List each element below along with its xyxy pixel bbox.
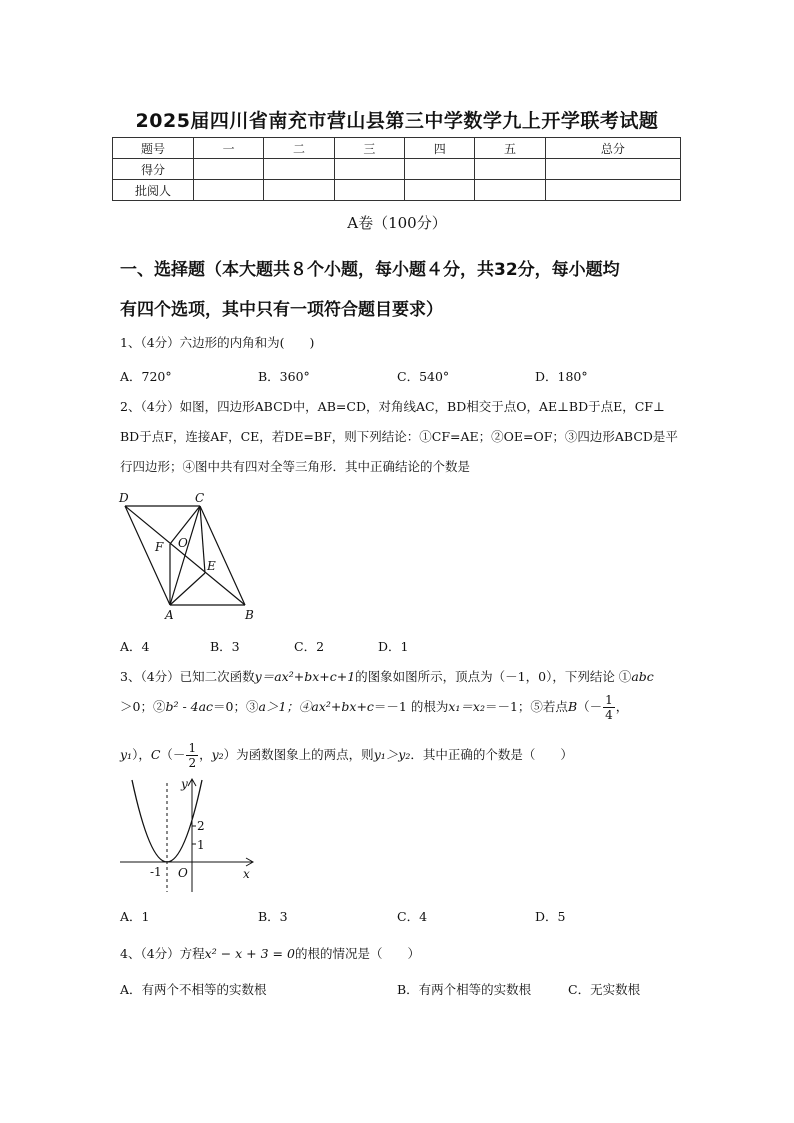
q3-text: ＝－1 的根为 xyxy=(373,699,449,714)
q3-abc: abc xyxy=(631,669,654,684)
score-cell[interactable] xyxy=(264,159,334,180)
q4-option-c[interactable]: C．无实数根 xyxy=(568,982,641,997)
score-table-row xyxy=(113,159,681,180)
q3-text: ， xyxy=(199,747,212,762)
q3-discriminant: b² - 4ac xyxy=(165,699,214,714)
q3-function: y＝ax²+bx+c+1 xyxy=(254,669,356,684)
q3-text: ＝－1；⑤若点 xyxy=(484,699,568,714)
q3-text: ＞0；② xyxy=(120,699,166,714)
score-cell[interactable] xyxy=(405,159,475,180)
q3-text: 的图象如图所示，顶点为（－1，0），下列结论 ① xyxy=(355,669,632,684)
q3-y2: y₂ xyxy=(211,747,224,762)
q3-equation: ax²+bx+c xyxy=(311,699,374,714)
axis-label-y: y xyxy=(181,777,188,791)
q4-option-b[interactable]: B．有两个相等的实数根 xyxy=(397,982,532,997)
segment-db xyxy=(125,506,245,605)
score-cell[interactable] xyxy=(475,180,545,201)
q2-option-a[interactable]: A．4 xyxy=(120,639,150,654)
score-cell[interactable] xyxy=(264,180,334,201)
score-table-row xyxy=(113,180,681,201)
score-row-label: 得分 xyxy=(113,159,194,180)
label-d: D xyxy=(119,491,129,505)
q3-y1: y₁ xyxy=(120,747,133,762)
q1-option-a[interactable]: A．720° xyxy=(120,369,172,384)
parabola-graph xyxy=(115,775,265,895)
tick-label-neg1: -1 xyxy=(150,865,162,879)
score-cell[interactable] xyxy=(475,159,545,180)
fraction-denominator: 4 xyxy=(605,708,613,722)
score-header-cell: 三 xyxy=(334,138,404,159)
q3-inequality: y₁＞y₂ xyxy=(373,747,411,762)
q2-option-b[interactable]: B．3 xyxy=(210,639,240,654)
q3-text: ， xyxy=(615,699,629,714)
label-b: B xyxy=(245,608,254,622)
origin-label: O xyxy=(178,866,188,880)
q2-option-d[interactable]: D．1 xyxy=(378,639,409,654)
q3-roots: x₁＝x₂ xyxy=(448,699,485,714)
fraction-one-half xyxy=(186,741,198,770)
q3-text: ）为函数图象上的两点，则 xyxy=(223,747,374,762)
axis-label-x: x xyxy=(243,867,250,881)
label-c: C xyxy=(195,491,205,505)
part1-heading-line2: 有四个选项，其中只有一项符合题目要求） xyxy=(120,300,443,320)
q3-text: a＞1；④ xyxy=(258,699,312,714)
q4-option-a[interactable]: A．有两个不相等的实数根 xyxy=(120,982,267,997)
score-cell[interactable] xyxy=(334,180,404,201)
fraction-one-quarter xyxy=(603,693,615,722)
score-table xyxy=(112,137,681,201)
q3-option-c[interactable]: C．4 xyxy=(397,909,428,924)
fraction-numerator: 1 xyxy=(188,741,197,755)
section-a-heading: A卷（100分） xyxy=(347,214,447,232)
score-cell[interactable] xyxy=(545,159,680,180)
q3-text: ）， xyxy=(132,747,151,762)
segment-da xyxy=(125,506,170,605)
label-e: E xyxy=(207,559,216,573)
fraction-numerator: 1 xyxy=(605,693,613,707)
q3-text: （－ xyxy=(160,747,186,762)
exam-title: 2025届四川省南充市营山县第三中学数学九上开学联考试题 xyxy=(135,110,659,132)
score-header-cell: 一 xyxy=(194,138,264,159)
score-header-cell: 五 xyxy=(475,138,545,159)
score-cell[interactable] xyxy=(194,159,264,180)
q3-text: ．其中正确的个数是（ ） xyxy=(410,747,573,762)
score-cell[interactable] xyxy=(405,180,475,201)
q3-text: ＝0；③ xyxy=(213,699,259,714)
question-4-text xyxy=(120,944,420,962)
label-f: F xyxy=(155,540,164,554)
question-1-text: 1、（4分）六边形的内角和为( ) xyxy=(120,335,315,350)
q4-text: 4、（4分）方程 xyxy=(120,946,205,961)
q4-text: 的根的情况是（ ） xyxy=(294,946,420,961)
label-o: O xyxy=(178,536,188,550)
segment-cb xyxy=(200,506,245,605)
tick-label-2: 2 xyxy=(197,819,205,833)
fraction-denominator: 2 xyxy=(188,756,197,770)
score-header-cell: 总分 xyxy=(545,138,680,159)
question-2-line1: 2、（4分）如图，四边形ABCD中，AB=CD，对角线AC，BD相交于点O，AE⊥BD于点E，CF⊥ xyxy=(120,399,665,414)
score-cell[interactable] xyxy=(334,159,404,180)
score-row-label: 批阅人 xyxy=(113,180,194,201)
score-header-cell: 题号 xyxy=(113,138,194,159)
q3-option-a[interactable]: A．1 xyxy=(120,909,150,924)
q3-option-d[interactable]: D．5 xyxy=(535,909,566,924)
q2-option-c[interactable]: C．2 xyxy=(294,639,325,654)
quadrilateral-figure xyxy=(115,488,265,623)
q3-text: 3、（4分）已知二次函数 xyxy=(120,669,255,684)
q1-option-d[interactable]: D．180° xyxy=(535,369,588,384)
question-2-line3: 行四边形；④图中共有四对全等三角形．其中正确结论的个数是 xyxy=(120,459,471,474)
q3-option-b[interactable]: B．3 xyxy=(258,909,288,924)
score-cell[interactable] xyxy=(194,180,264,201)
score-header-cell: 四 xyxy=(405,138,475,159)
score-table-header-row xyxy=(113,138,681,159)
q3-point-c: C xyxy=(150,747,161,762)
question-2-line2: BD于点F，连接AF，CE，若DE=BF，则下列结论：①CF=AE；②OE=OF；③四边形ABCD是平 xyxy=(120,429,678,444)
label-a: A xyxy=(165,608,174,622)
tick-label-1: 1 xyxy=(197,838,205,852)
score-header-cell: 二 xyxy=(264,138,334,159)
q3-point-b: B xyxy=(567,699,578,714)
question-3-line3 xyxy=(120,741,573,770)
question-3-line2 xyxy=(120,693,628,722)
part1-heading-line1: 一、选择题（本大题共８个小题，每小题４分，共32分，每小题均 xyxy=(120,260,620,280)
q4-equation: x² − x + 3 = 0 xyxy=(204,946,295,961)
q1-option-c[interactable]: C．540° xyxy=(397,369,450,384)
q1-option-b[interactable]: B．360° xyxy=(258,369,310,384)
q3-text: （－ xyxy=(577,699,603,714)
question-3-line1 xyxy=(120,667,654,685)
score-cell[interactable] xyxy=(545,180,680,201)
